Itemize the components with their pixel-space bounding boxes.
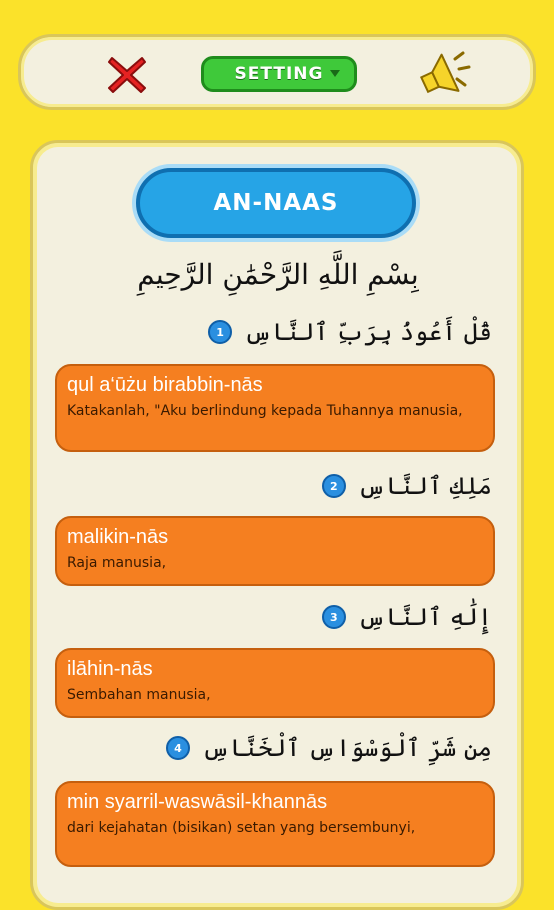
verse-meaning: Raja manusia, (67, 555, 167, 571)
verse-number-badge: 3 (322, 605, 346, 629)
verse-4-arabic-row (166, 728, 492, 768)
close-button[interactable] (101, 49, 153, 101)
verse-transliteration: qul a‘ūżu birabbin-nās (67, 374, 263, 396)
surah-title: AN-NAAS (136, 168, 416, 238)
verse-3-arabic-row (322, 597, 492, 637)
verse-transliteration: min syarril-waswāsil-khannās (67, 791, 328, 813)
sound-button[interactable] (413, 47, 473, 103)
verse-meaning: Sembahan manusia, (67, 687, 211, 703)
verse-number-badge: 1 (208, 320, 232, 344)
basmala: بِسْمِ اللَّهِ الرَّحْمَٰنِ الرَّحِيمِ (137, 258, 419, 291)
verse-arabic: مِن شَرِّ ٱلْوَسْوَاسِ ٱلْخَنَّاسِ (201, 734, 492, 762)
verse-meaning: dari kejahatan (bisikan) setan yang bersembunyi, (67, 820, 416, 836)
verse-arabic: مَلِكِ ٱلنَّاسِ (357, 472, 492, 500)
top-toolbar (18, 34, 536, 110)
chevron-down-icon (330, 70, 340, 77)
verse-2-arabic-row (322, 466, 492, 506)
verse-transliteration: malikin-nās (67, 526, 169, 548)
verse-3-card[interactable] (55, 648, 495, 718)
verse-2-card[interactable] (55, 516, 495, 586)
verse-1-card[interactable] (55, 364, 495, 452)
speaker-icon (413, 47, 473, 103)
verse-number-badge: 2 (322, 474, 346, 498)
verse-arabic: قُلْ أَعُوذُ بِرَبِّ ٱلنَّاسِ (244, 318, 492, 346)
verse-transliteration: ilāhin-nās (67, 658, 153, 680)
setting-button[interactable] (201, 56, 357, 92)
setting-label: SETTING (234, 64, 324, 84)
verse-1-arabic-row (208, 312, 492, 352)
verse-meaning: Katakanlah, "Aku berlindung kepada Tuhannya manusia, (67, 403, 463, 419)
verse-arabic: إِلَٰهِ ٱلنَّاسِ (357, 603, 492, 631)
verse-4-card[interactable] (55, 781, 495, 867)
verse-number-badge: 4 (166, 736, 190, 760)
close-icon (104, 52, 150, 98)
